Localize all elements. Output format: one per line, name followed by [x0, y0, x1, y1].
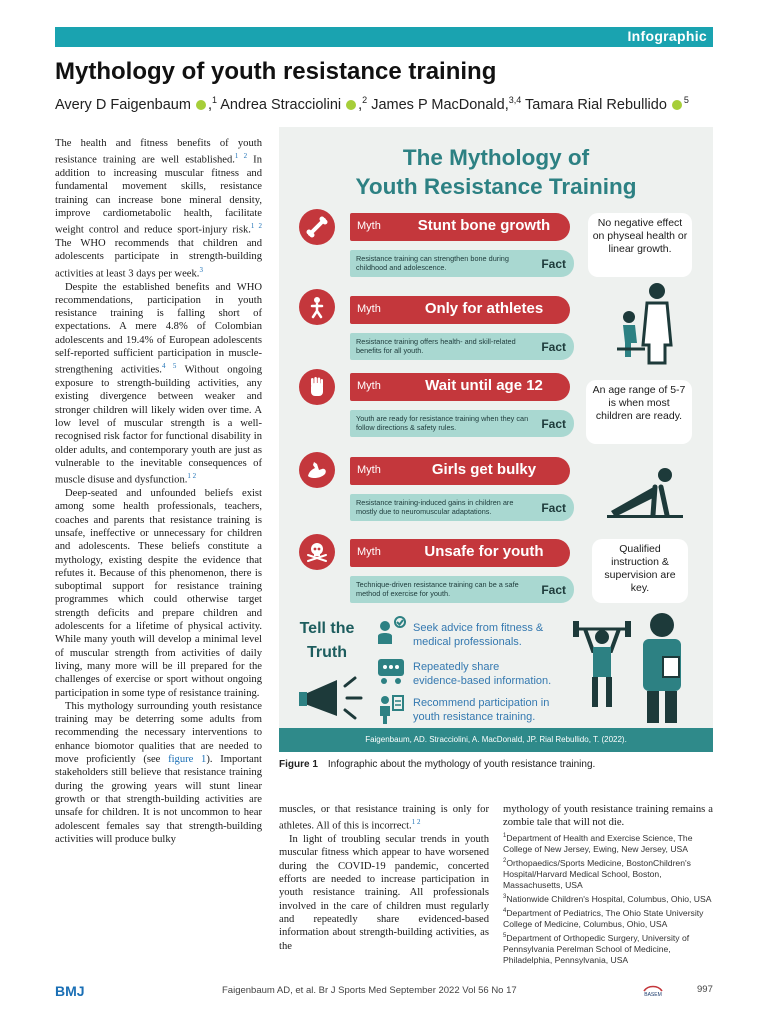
reference-link[interactable]: 1 2	[411, 818, 421, 827]
callout-bubble: Qualified instruction & supervision are key.	[592, 539, 688, 603]
reference-link[interactable]: 3	[199, 265, 203, 274]
infographic-panel	[279, 127, 713, 752]
myth-banner: Myth Wait until age 12	[350, 373, 570, 401]
paragraph: mythology of youth resistance training remains a zombie tale that will not die.	[503, 804, 713, 829]
author-name[interactable]: James P MacDonald,	[371, 96, 509, 113]
bmj-logo[interactable]: BMJ	[55, 983, 85, 999]
section-label: Infographic	[627, 28, 707, 44]
article-title: Mythology of youth resistance training	[55, 58, 497, 85]
tip-text: Seek advice from fitness & medical professionals.	[413, 622, 544, 648]
author-name[interactable]: Tamara Rial Rebullido	[525, 96, 667, 113]
fact-banner: Technique-driven resistance training can be a safe method of exercise for youth. Fact	[350, 576, 574, 603]
affiliation: $^1$Department of Health and Exercise Science, The College of New Jersey, Ewing, New Jersey, USA	[503, 832, 693, 854]
pushup-figure-icon	[605, 465, 689, 521]
page-number: 997	[697, 984, 713, 995]
myth-banner: Myth Only for athletes	[350, 296, 570, 324]
callout-bubble: An age range of 5-7 is when most children are ready.	[586, 380, 692, 444]
infographic-title-line2: Youth Resistance Training	[355, 174, 637, 199]
myth-banner: Myth Unsafe for youth	[350, 539, 570, 567]
myth-banner: Myth Girls get bulky	[350, 457, 570, 485]
megaphone-icon	[297, 672, 369, 724]
paragraph: Deep-seated and unfounded beliefs exist among some health professionals, teachers, coaches and parents that resistance training is unsafe, ineffective or unnecessary for children and adolescents. These beliefs constitute a mythology, existing despite the evidence that refutes it. Because of this phenomenon, there is suboptimal support for resistance training programmes which could otherwise target strength deficits and prepare children and adolescents for a lifetime of physical activity. While many youth will develop a minimal level of muscular strength from activities of daily living, many more will be ill prepared for the challenges of exercise or sport without ongoing participation in some type of resistance training.	[55, 488, 262, 699]
coach-lifter-icon	[567, 607, 697, 725]
reference-link[interactable]: 1 2	[250, 222, 263, 231]
tell-the-truth-heading: Tell the Truth	[299, 620, 355, 661]
tip-text: Recommend participation in youth resistance training.	[413, 697, 550, 723]
affiliation: $^3$Nationwide Children's Hospital, Columbus, Ohio, USA	[503, 893, 712, 904]
tip-text: Repeatedly share evidence-based information.	[413, 661, 552, 687]
paragraph: This mythology surrounding youth resistance training may be deterring some adults from recommending the necessary interventions to enhance biomotor qualities that are needed to move proficiently (see figure 1). Important stakeholders still believe that resistance training during the growing years will stunt linear growth or that strength-building activities are unsafe for children. It is not uncommon to hear adolescent females say that strength-building activities will produce bulky	[55, 700, 262, 845]
reference-link[interactable]: 1 2	[234, 152, 248, 161]
paragraph: Despite the established benefits and WHO recommendations, participation in youth resistance training is falling short of expectations. A mere 4.8% of Colombian adolescents and 19.4% of European adolescents self-reported sufficient participation in muscle-strengthening activities.$^{4 5}$ Without ongoing exposure to strength-building activities, any existing divergence between weaker and stronger children will likely widen over time. A low level of muscular strength is a well-recognised risk factor for functional disability in older adults, and contemporary youth are just as vulnerable to the inevitable consequences of muscle disuse and dysfunction.$^{1 2}$	[55, 281, 262, 486]
bone-icon	[299, 209, 335, 245]
myth-banner: Myth Stunt bone growth	[350, 213, 570, 241]
fact-banner: Resistance training offers health- and skill-related benefits for all youth. Fact	[350, 333, 574, 360]
body-column-left	[55, 137, 262, 846]
muscle-arm-icon	[299, 452, 335, 488]
basem-logo-icon	[640, 983, 666, 997]
infographic-credit: Faigenbaum, AD. Stracciolini, A. MacDonald, JP. Rial Rebullido, T. (2022).	[279, 728, 713, 752]
share-info-icon	[376, 657, 406, 687]
infographic-title-line1: The Mythology of	[402, 145, 590, 170]
fact-banner: Resistance training can strengthen bone during childhood and adolescence. Fact	[350, 250, 574, 277]
reference-link[interactable]: 1 2	[187, 472, 197, 481]
body-column-middle	[279, 803, 489, 953]
svg-text:BASEM: BASEM	[644, 992, 662, 997]
athlete-icon	[299, 289, 335, 325]
callout-bubble: No negative effect on physeal health or linear growth.	[588, 213, 692, 277]
affiliation: $^4$Department of Pediatrics, The Ohio State University College of Medicine, Columbus, Ohio, USA	[503, 907, 704, 929]
body-column-right	[503, 803, 713, 966]
reference-link[interactable]: 4 5	[161, 362, 177, 371]
affiliation: $^5$Department of Orthopedic Surgery, University of Pennsylvania Perelman School of Medicine, Philadelphia, Pennsylvania, USA	[503, 932, 690, 965]
author-list: Avery D Faigenbaum ,$^1$ Andrea Stracciolini ,$^2$ James P MacDonald,$^{3,4}$ Tamara Rial Rebullido $^5$	[55, 95, 689, 113]
figure-caption: Figure 1 Infographic about the mythology of youth resistance training.	[279, 759, 596, 770]
orcid-icon[interactable]	[672, 100, 682, 110]
section-banner	[55, 27, 713, 47]
citation-line: Faigenbaum AD, et al. Br J Sports Med September 2022 Vol 56 No 17	[222, 985, 517, 996]
advice-person-icon	[376, 616, 406, 644]
paragraph: In light of troubling secular trends in youth muscular fitness which appear to have worsened during the COVID-19 pandemic, concerted efforts are needed to increase participation in youth resistance training. All professionals involved in the care of children must regularly and repeatedly share evidenced-based information about strength-building activities, as the	[279, 834, 489, 952]
recommend-person-icon	[376, 694, 406, 724]
author-name[interactable]: Avery D Faigenbaum	[55, 96, 191, 113]
author-name[interactable]: Andrea Stracciolini	[220, 96, 342, 113]
orcid-icon[interactable]	[196, 100, 206, 110]
paragraph: The health and fitness benefits of youth resistance training are well established.$^{1 2}$ In addition to increasing muscular fitness and fundamental movement skills, resistance training can increase bone mineral density, improve cardiometabolic health, facilitate weight control and reduce sport-injury risk.$^{1 2}$ The WHO recommends that children and adolescents participate in strength-building activities at least 3 days per week.$^3$	[55, 138, 263, 280]
paragraph: muscles, or that resistance training is only for athletes. All of this is incorrect.$^{1 2}$	[279, 804, 489, 832]
skull-icon	[299, 534, 335, 570]
fact-banner: Resistance training-induced gains in children are mostly due to neuromuscular adaptations. Fact	[350, 494, 574, 521]
fact-banner: Youth are ready for resistance training when they can follow directions & safety rules. Fact	[350, 410, 574, 437]
affiliation: $^2$Orthopaedics/Sports Medicine, BostonChildren's Hospital/Harvard Medical School, Boston, Massachusetts, USA	[503, 857, 691, 890]
stop-hand-icon	[299, 369, 335, 405]
orcid-icon[interactable]	[346, 100, 356, 110]
doctor-child-icon	[609, 277, 689, 367]
figure-link[interactable]: figure 1	[168, 754, 207, 766]
